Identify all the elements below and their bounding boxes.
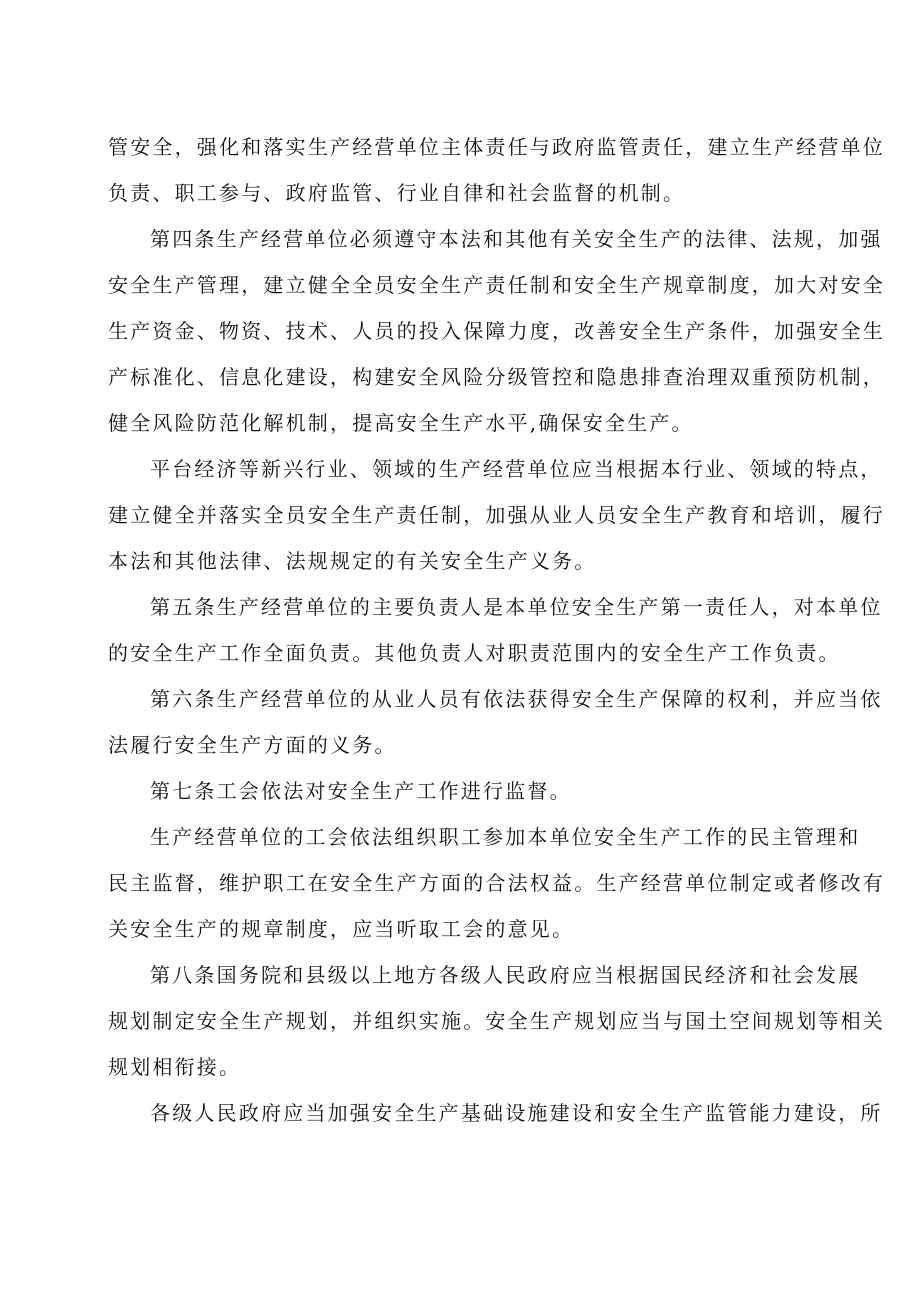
paragraph-trade-union <box>108 814 885 952</box>
paragraph-platform-economy <box>108 446 885 584</box>
text-line: 第六条生产经营单位的从业人员有依法获得安全生产保障的权利，并应当依 <box>150 687 883 711</box>
text-line: 平台经济等新兴行业、领域的生产经营单位应当根据本行业、领域的特点， <box>150 457 883 481</box>
text-line: 规划相衔接。 <box>108 1055 242 1079</box>
text-line: 各级人民政府应当加强安全生产基础设施建设和安全生产监管能力建设，所 <box>150 1101 883 1125</box>
text-line: 管安全，强化和落实生产经营单位主体责任与政府监管责任，建立生产经营单位 <box>108 135 885 159</box>
text-line: 本法和其他法律、法规规定的有关安全生产义务。 <box>108 549 597 573</box>
paragraph-article-8 <box>108 952 885 1090</box>
paragraph-article-7 <box>108 768 820 814</box>
text-line: 负责、职工参与、政府监管、行业自律和社会监督的机制。 <box>108 181 686 205</box>
paragraph-article-6 <box>108 676 883 768</box>
text-line: 建立健全并落实全员安全生产责任制，加强从业人员安全生产教育和培训，履行 <box>108 503 885 527</box>
text-line: 产标准化、信息化建设，构建安全风险分级管控和隐患排查治理双重预防机制， <box>108 365 885 389</box>
document-page <box>108 124 885 1136</box>
text-line: 健全风险防范化解机制，提高安全生产水平,确保安全生产。 <box>108 411 694 435</box>
paragraph-government-infrastructure <box>108 1090 883 1136</box>
text-line: 第七条工会依法对安全生产工作进行监督。 <box>150 779 572 803</box>
text-line: 法履行安全生产方面的义务。 <box>108 733 397 757</box>
paragraph-continuation <box>108 124 885 216</box>
text-line: 生产经营单位的工会依法组织职工参加本单位安全生产工作的民主管理和 <box>150 825 861 849</box>
text-line: 规划制定安全生产规划，并组织实施。安全生产规划应当与国土空间规划等相关 <box>108 1009 885 1033</box>
text-line: 安全生产管理，建立健全全员安全生产责任制和安全生产规章制度，加大对安全 <box>108 273 885 297</box>
text-line: 第四条生产经营单位必须遵守本法和其他有关安全生产的法律、法规，加强 <box>150 227 883 251</box>
paragraph-article-5 <box>108 584 883 676</box>
text-line: 关安全生产的规章制度，应当听取工会的意见。 <box>108 917 575 941</box>
paragraph-article-4 <box>108 216 885 446</box>
text-line: 的安全生产工作全面负责。其他负责人对职责范围内的安全生产工作负责。 <box>108 641 841 665</box>
text-line: 第八条国务院和县级以上地方各级人民政府应当根据国民经济和社会发展 <box>150 963 861 987</box>
text-line: 民主监督，维护职工在安全生产方面的合法权益。生产经营单位制定或者修改有 <box>108 871 885 895</box>
text-line: 生产资金、物资、技术、人员的投入保障力度，改善安全生产条件，加强安全生 <box>108 319 885 343</box>
text-line: 第五条生产经营单位的主要负责人是本单位安全生产第一责任人，对本单位 <box>150 595 883 619</box>
